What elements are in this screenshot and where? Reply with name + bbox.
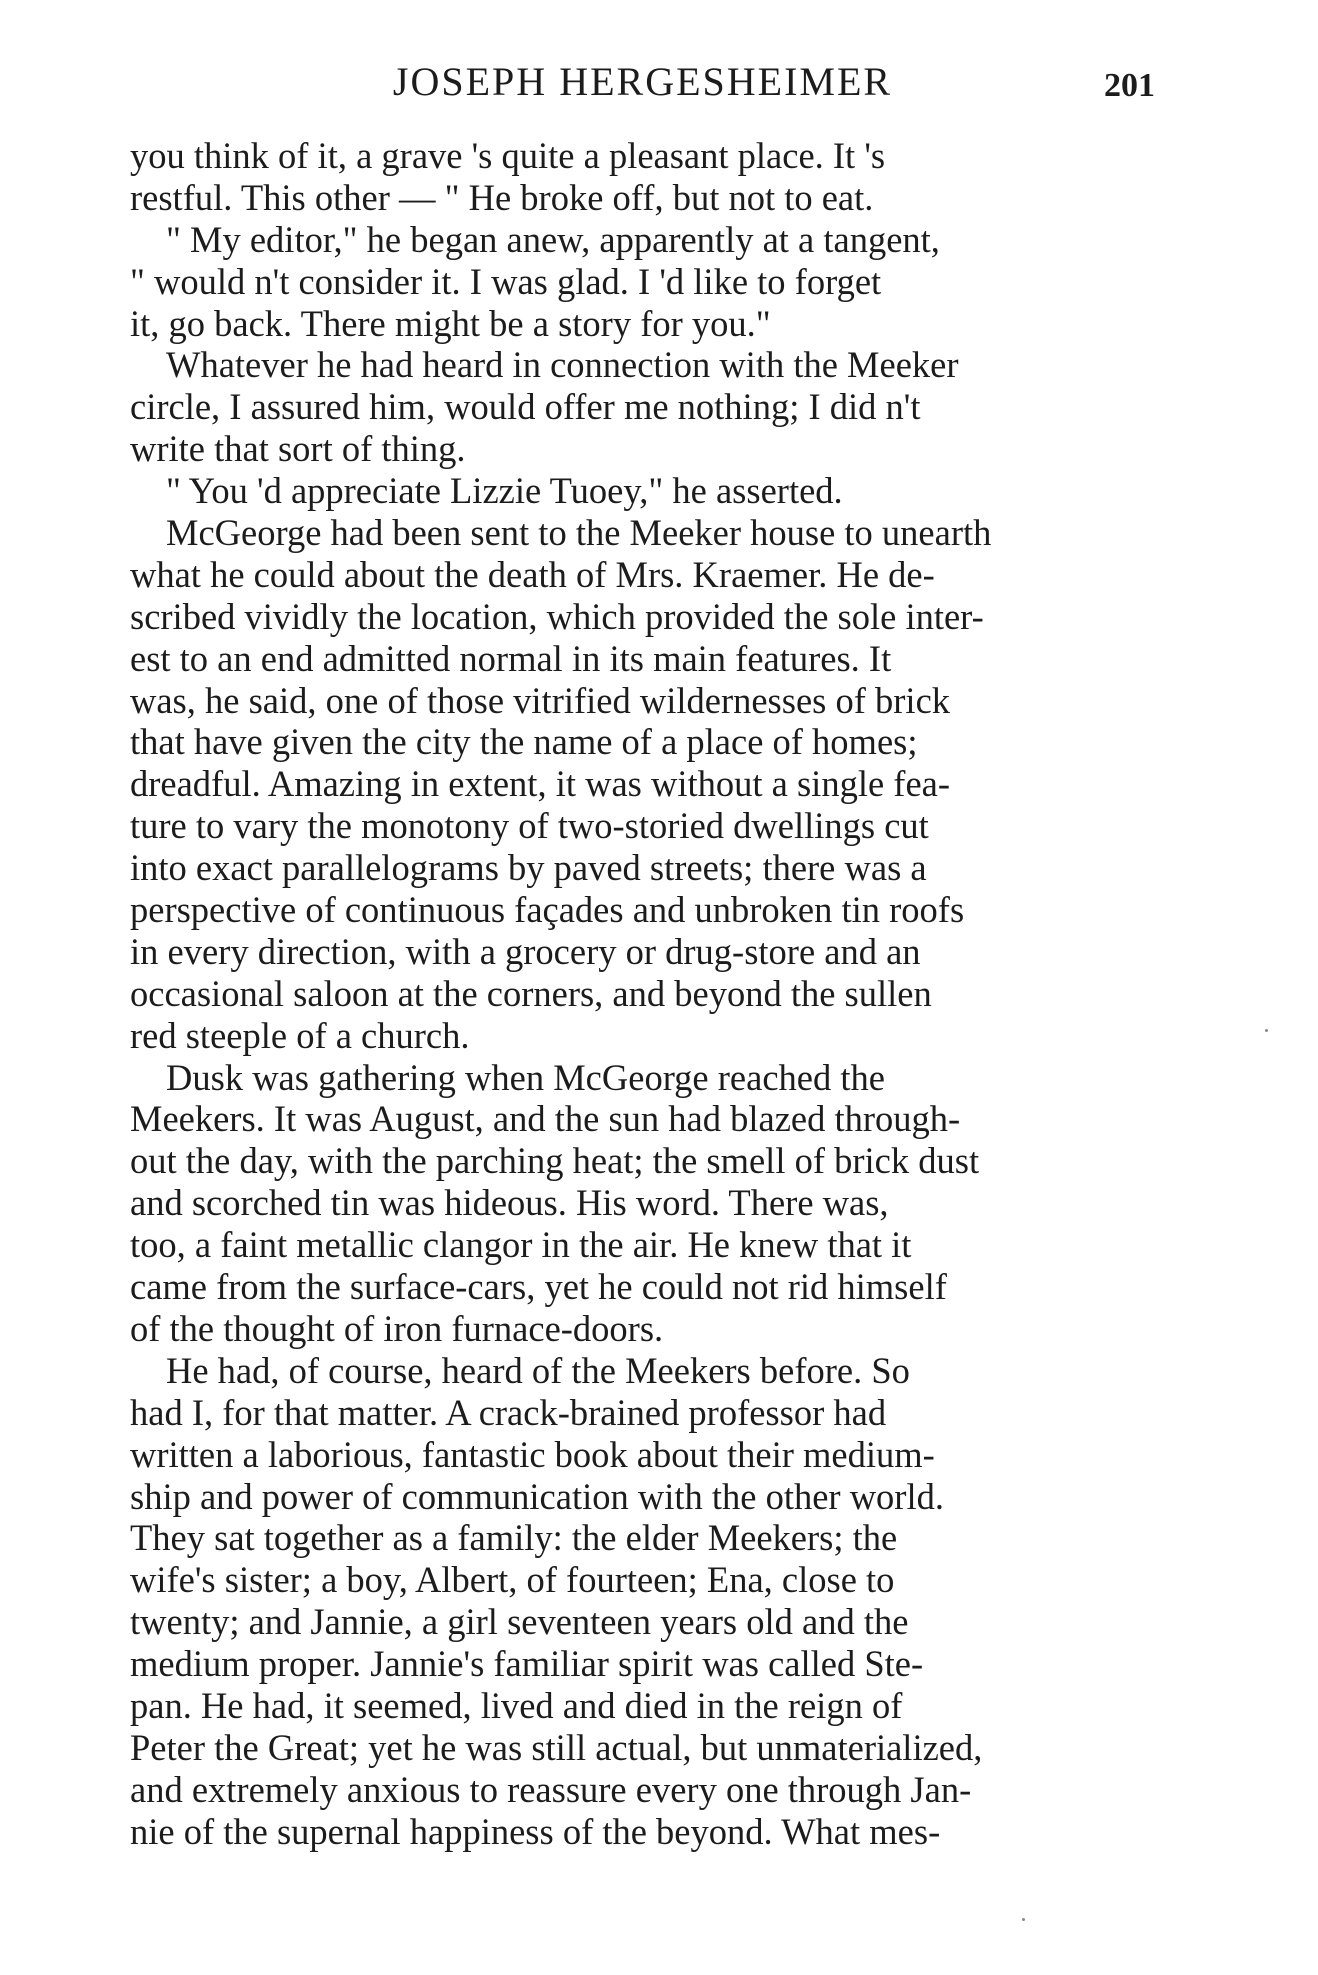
text-line: twenty; and Jannie, a girl seventeen years old and the [130, 1601, 909, 1643]
text-line: what he could about the death of Mrs. Kraemer. He de- [130, 553, 935, 595]
text-line: " would n't consider it. I was glad. I 'd like to forget [130, 260, 882, 302]
text-line: occasional saloon at the corners, and beyond the sullen [130, 972, 932, 1014]
text-line: had I, for that matter. A crack-brained professor had [130, 1391, 887, 1433]
text-line: red steeple of a church. [130, 1014, 470, 1056]
text-line: Meekers. It was August, and the sun had blazed through- [130, 1098, 961, 1140]
text-line: circle, I assured him, would offer me nothing; I did n't [130, 386, 921, 428]
text-line: that have given the city the name of a place of homes; [130, 721, 918, 763]
text-line: came from the surface-cars, yet he could not rid himself [130, 1266, 947, 1308]
text-line: est to an end admitted normal in its main features. It [130, 637, 892, 679]
text-line: " My editor," he began anew, apparently at a tangent, [166, 218, 940, 260]
paper-speck [1265, 1029, 1268, 1032]
text-line: it, go back. There might be a story for you." [130, 302, 771, 344]
text-line: perspective of continuous façades and unbroken tin roofs [130, 889, 965, 931]
text-line: Dusk was gathering when McGeorge reached the [166, 1056, 885, 1098]
text-line: write that sort of thing. [130, 428, 466, 470]
text-line: wife's sister; a boy, Albert, of fourteen; Ena, close to [130, 1559, 895, 1601]
text-line: and scorched tin was hideous. His word. There was, [130, 1182, 889, 1224]
text-line: too, a faint metallic clangor in the air. He knew that it [130, 1224, 912, 1266]
running-title: JOSEPH HERGESHEIMER [392, 59, 893, 104]
running-head [130, 52, 1155, 112]
text-line: scribed vividly the location, which provided the sole inter- [130, 595, 984, 637]
text-line: of the thought of iron furnace-doors. [130, 1307, 664, 1349]
text-line: Peter the Great; yet he was still actual, but unmaterialized, [130, 1726, 983, 1768]
text-line: He had, of course, heard of the Meekers before. So [166, 1349, 910, 1391]
text-line: Whatever he had heard in connection with the Meeker [166, 344, 959, 386]
text-line: in every direction, with a grocery or drug-store and an [130, 930, 921, 972]
text-line: restful. This other — " He broke off, but not to eat. [130, 176, 874, 218]
text-line: McGeorge had been sent to the Meeker house to unearth [166, 512, 992, 554]
text-line: ship and power of communication with the other world. [130, 1475, 944, 1517]
text-line: " You 'd appreciate Lizzie Tuoey," he asserted. [166, 470, 843, 512]
text-line: you think of it, a grave 's quite a pleasant place. It 's [130, 135, 886, 176]
text-line: nie of the supernal happiness of the beyond. What mes- [130, 1810, 941, 1852]
text-line: ture to vary the monotony of two-storied dwellings cut [130, 805, 929, 847]
page-number: 201 [1104, 67, 1155, 104]
text-line: written a laborious, fantastic book about their medium- [130, 1433, 935, 1475]
text-line: into exact parallelograms by paved streets; there was a [130, 847, 927, 889]
text-line: pan. He had, it seemed, lived and died in the reign of [130, 1684, 903, 1726]
text-line: was, he said, one of those vitrified wildernesses of brick [130, 679, 951, 721]
text-line: They sat together as a family: the elder Meekers; the [130, 1517, 898, 1559]
text-line: dreadful. Amazing in extent, it was without a single fea- [130, 763, 951, 805]
text-line: medium proper. Jannie's familiar spirit was called Ste- [130, 1643, 924, 1685]
body-text [130, 135, 1162, 1853]
paper-speck [1022, 1918, 1025, 1921]
text-line: out the day, with the parching heat; the smell of brick dust [130, 1140, 980, 1182]
text-line: and extremely anxious to reassure every one through Jan- [130, 1768, 972, 1810]
